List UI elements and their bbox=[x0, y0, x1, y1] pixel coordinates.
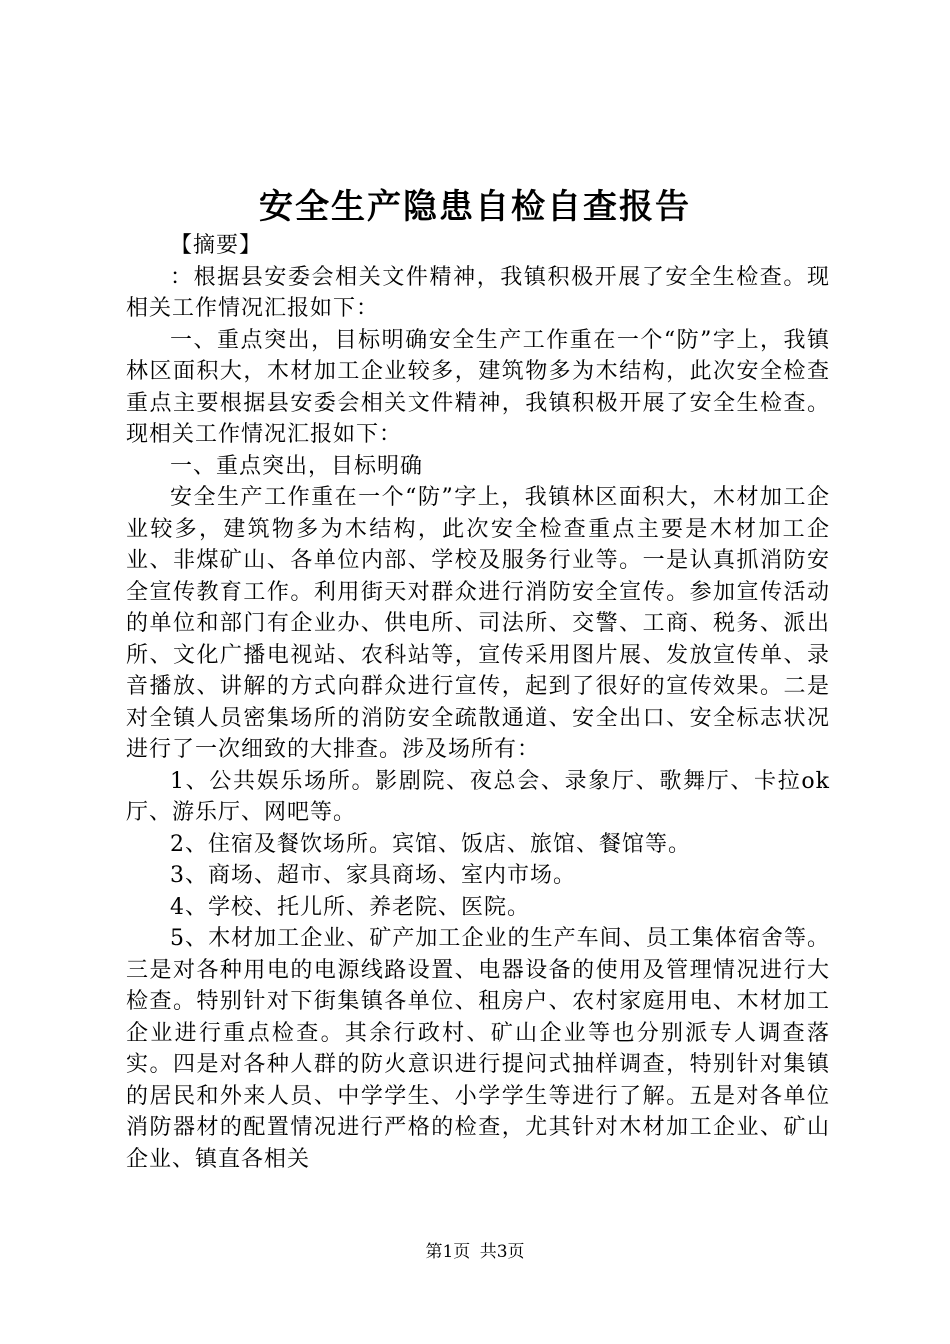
abstract-heading: 【摘要】 bbox=[170, 233, 263, 258]
paragraph-summary: 一、重点突出，目标明确安全生产工作重在一个“防”字上，我镇林区面积大，木材加工企业较多，建筑物多为木结构，此次安全检查重点主要根据县安委会相关文件精神，我镇积极开展了安全生检查。现相关工作情况汇报如下： bbox=[126, 327, 830, 447]
page-total: 共3页 bbox=[479, 1242, 525, 1262]
list-item: 5、木材加工企业、矿产加工企业的生产车间、员工集体宿舍等。三是对各种用电的电源线路设置、电器设备的使用及管理情况进行大检查。特别针对下街集镇各单位、租房户、农村家庭用电、木材加工企业进行重点检查。其余行政村、矿山企业等也分别派专人调查落实。四是对各种人群的防火意识进行提问式抽样调查，特别针对集镇的居民和外来人员、中学学生、小学学生等进行了解。五是对各单位消防器材的配置情况进行严格的检查，尤其针对木材加工企业、矿山企业、镇直各相关 bbox=[126, 926, 830, 1172]
paragraph-body: 安全生产工作重在一个“防”字上，我镇林区面积大，木材加工企业较多，建筑物多为木结构，此次安全检查重点主要是木材加工企业、非煤矿山、各单位内部、学校及服务行业等。一是认真抓消防安全宣传教育工作。利用街天对群众进行消防安全宣传。参加宣传活动的单位和部门有企业办、供电所、司法所、交警、工商、税务、派出所、文化广播电视站、农科站等，宣传采用图片展、发放宣传单、录音播放、讲解的方式向群众进行宣传，起到了很好的宣传效果。二是对全镇人员密集场所的消防安全疏散通道、安全出口、安全标志状况进行了一次细致的大排查。涉及场所有： bbox=[126, 485, 830, 762]
list-item: 2、住宿及餐饮场所。宾馆、饭店、旅馆、餐馆等。 bbox=[170, 831, 691, 857]
page-number: 第1页 bbox=[425, 1242, 471, 1262]
list-item: 3、商场、超市、家具商场、室内市场。 bbox=[170, 863, 576, 888]
list-item: 1、公共娱乐场所。影剧院、夜总会、录象厅、歌舞厅、卡拉ok厅、游乐厅、网吧等。 bbox=[126, 768, 830, 825]
paragraph-intro: ：根据县安委会相关文件精神，我镇积极开展了安全生检查。现相关工作情况汇报如下： bbox=[126, 264, 830, 321]
page-footer bbox=[0, 1240, 950, 1264]
section-heading: 一、重点突出，目标明确 bbox=[170, 453, 424, 479]
list-item: 4、学校、托儿所、养老院、医院。 bbox=[170, 894, 530, 920]
document-title: 安全生产隐患自检自查报告 bbox=[259, 187, 691, 227]
document-body bbox=[126, 230, 830, 1175]
